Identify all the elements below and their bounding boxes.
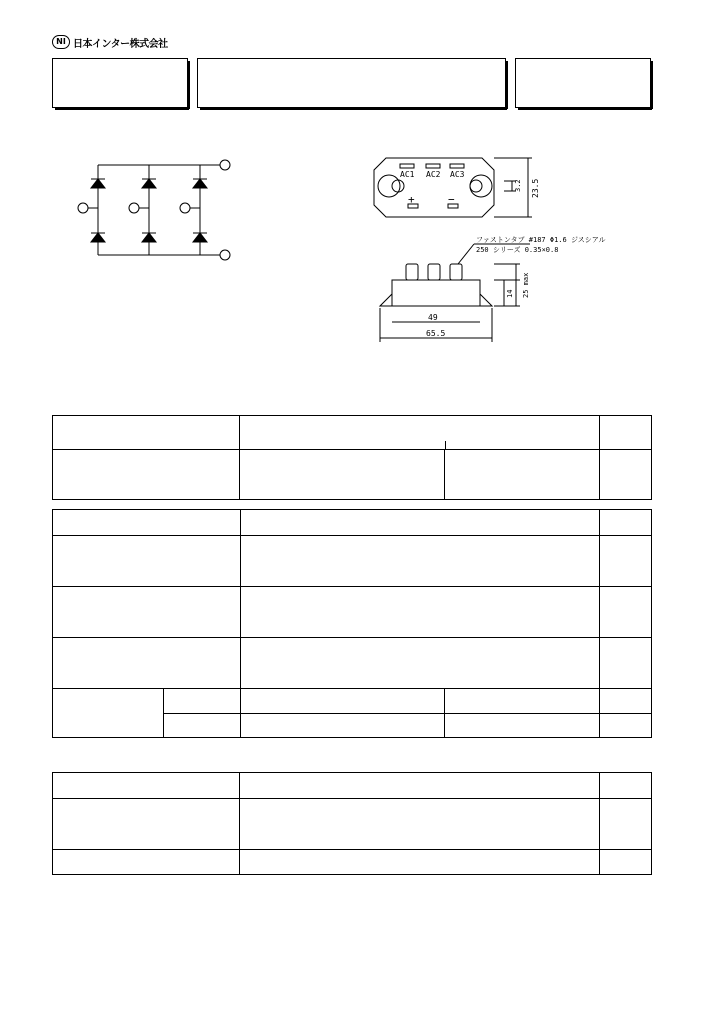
table2-row-4-value-a-left (240, 689, 445, 714)
diode-upper-1 (91, 179, 105, 188)
diode-upper-3 (193, 179, 207, 188)
dim-inner-width-label: 49 (428, 313, 438, 322)
diode-lower-1 (91, 233, 105, 242)
bridge-circuit-diagram (70, 150, 240, 270)
table2-row-4-subitem-a (164, 689, 240, 714)
tab-note-line1: ファストンタブ #187 Φ1.6 ジスシアル (476, 236, 606, 244)
logo-mark: NI (52, 35, 70, 49)
diode-upper-2 (142, 179, 156, 188)
table3-row-1-item (53, 799, 240, 850)
company-logo (52, 34, 168, 50)
ac3-label: AC3 (450, 170, 465, 179)
terminal-ac2 (129, 203, 139, 213)
table2-header-item (53, 510, 241, 536)
terminal-positive (220, 160, 230, 170)
table2-header-unit (600, 510, 652, 536)
table2-row-3-unit (600, 638, 652, 689)
table2-row-3-item (53, 638, 241, 689)
table1-row-value-b (445, 450, 600, 500)
terminal-ac3 (180, 203, 190, 213)
header-box-right (515, 58, 651, 108)
table3-row-1-value (240, 799, 600, 850)
table3-row-2-item (53, 850, 240, 875)
ratings-table-2 (52, 509, 652, 738)
header-box-left (52, 58, 188, 108)
dim-tab-height-label: 14 (506, 289, 514, 298)
table1-row-value-a (240, 450, 445, 500)
dim-outer-width-label: 65.5 (426, 329, 446, 338)
table2-row-4-unit-a (600, 689, 652, 714)
table2-row-4-value-a-right (445, 689, 600, 714)
diode-lower-2 (142, 233, 156, 242)
ratings-table-1 (52, 415, 652, 500)
table2-row-4-unit-b (600, 714, 652, 738)
table2-row-1-item (53, 536, 241, 587)
terminal-ac1 (78, 203, 88, 213)
minus-label: − (448, 193, 455, 206)
tab-note-line2: 250 シリーズ 0.35×0.8 (476, 246, 559, 254)
diode-lower-3 (193, 233, 207, 242)
table3-row-2-unit (600, 850, 652, 875)
table2-row-1-unit (600, 536, 652, 587)
table3-header-unit (600, 773, 652, 799)
characteristics-table (52, 772, 652, 875)
table3-row-2-value (240, 850, 600, 875)
table2-row-4-value-b-left (240, 714, 445, 738)
table1-header-item (53, 416, 240, 450)
table2-header-value (240, 510, 600, 536)
table1-row-unit (600, 450, 652, 500)
ac1-label: AC1 (400, 170, 415, 179)
dim-max-height-label: 25 max (522, 272, 530, 298)
table2-row-3-value (240, 638, 600, 689)
dim-hole-label: 3.2 (514, 179, 522, 192)
package-top-view (370, 150, 550, 225)
header-box-center (197, 58, 506, 108)
terminal-negative (220, 250, 230, 260)
company-name: 日本インター株式会社 (73, 38, 168, 50)
package-side-view (370, 232, 606, 350)
table3-header-item (53, 773, 240, 799)
table2-row-2-value (240, 587, 600, 638)
table2-row-2-unit (600, 587, 652, 638)
table2-row-1-value (240, 536, 600, 587)
ac2-label: AC2 (426, 170, 441, 179)
table2-row-2-item (53, 587, 241, 638)
table1-row-item (53, 450, 240, 500)
table2-row-4-item (53, 689, 164, 738)
table3-header-value (240, 773, 600, 799)
dim-height-label: 23.5 (531, 178, 540, 198)
table2-row-4-subitem-b (164, 714, 240, 738)
table1-header-value (240, 416, 600, 450)
table3-row-1-unit (600, 799, 652, 850)
plus-label: + (408, 193, 415, 206)
table2-row-4-value-b-right (445, 714, 600, 738)
table1-header-unit (600, 416, 652, 450)
